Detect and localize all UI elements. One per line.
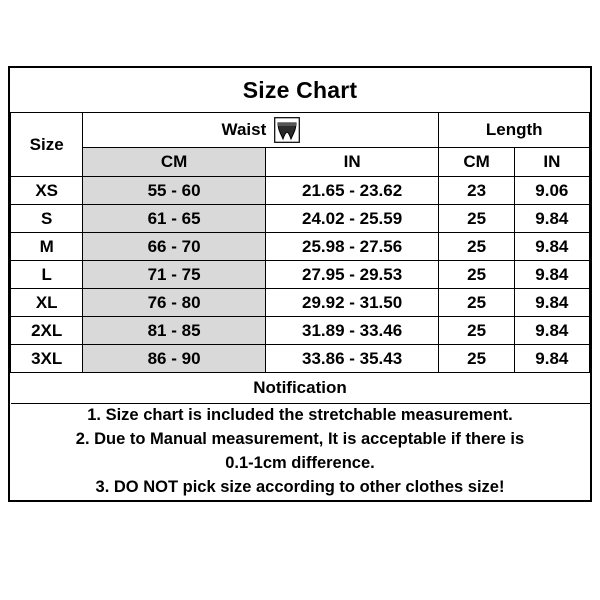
cell-waist-cm: 81 - 85 bbox=[83, 317, 265, 345]
header-length: Length bbox=[439, 113, 590, 148]
table-row bbox=[11, 289, 590, 317]
cell-size: S bbox=[11, 205, 83, 233]
cell-waist-in: 25.98 - 27.56 bbox=[265, 233, 439, 261]
cell-length-cm: 23 bbox=[439, 177, 514, 205]
size-chart-table bbox=[10, 68, 590, 500]
subheader-length-cm: CM bbox=[439, 148, 514, 177]
cell-length-in: 9.84 bbox=[514, 345, 589, 373]
cell-size: XL bbox=[11, 289, 83, 317]
cell-length-cm: 25 bbox=[439, 289, 514, 317]
cell-length-cm: 25 bbox=[439, 205, 514, 233]
table-row bbox=[11, 205, 590, 233]
table-row bbox=[11, 233, 590, 261]
table-header-row bbox=[11, 113, 590, 148]
size-chart-container bbox=[8, 66, 592, 502]
cell-length-cm: 25 bbox=[439, 317, 514, 345]
notification-notes bbox=[11, 404, 590, 500]
cell-length-in: 9.84 bbox=[514, 233, 589, 261]
notification-heading-row bbox=[11, 373, 590, 404]
header-size: Size bbox=[11, 113, 83, 177]
table-subheader-row bbox=[11, 148, 590, 177]
underwear-icon bbox=[274, 117, 300, 143]
cell-waist-in: 27.95 - 29.53 bbox=[265, 261, 439, 289]
header-waist-label: Waist bbox=[221, 120, 267, 139]
cell-waist-in: 21.65 - 23.62 bbox=[265, 177, 439, 205]
cell-waist-cm: 61 - 65 bbox=[83, 205, 265, 233]
cell-waist-in: 29.92 - 31.50 bbox=[265, 289, 439, 317]
cell-length-cm: 25 bbox=[439, 233, 514, 261]
note-3: 3. DO NOT pick size according to other clothes size! bbox=[95, 477, 505, 496]
cell-size: L bbox=[11, 261, 83, 289]
note-1: 1. Size chart is included the stretchable measurement. bbox=[87, 406, 513, 424]
cell-length-in: 9.06 bbox=[514, 177, 589, 205]
cell-waist-in: 24.02 - 25.59 bbox=[265, 205, 439, 233]
cell-length-cm: 25 bbox=[439, 345, 514, 373]
cell-waist-cm: 55 - 60 bbox=[83, 177, 265, 205]
cell-length-in: 9.84 bbox=[514, 289, 589, 317]
cell-length-cm: 25 bbox=[439, 261, 514, 289]
cell-size: M bbox=[11, 233, 83, 261]
note-2-continued: 0.1-1cm difference. bbox=[225, 453, 375, 472]
table-row bbox=[11, 177, 590, 205]
cell-waist-in: 31.89 - 33.46 bbox=[265, 317, 439, 345]
page-title: Size Chart bbox=[11, 68, 590, 113]
cell-length-in: 9.84 bbox=[514, 317, 589, 345]
cell-size: XS bbox=[11, 177, 83, 205]
cell-size: 3XL bbox=[11, 345, 83, 373]
note-2: 2. Due to Manual measurement, It is acceptable if there is bbox=[75, 429, 525, 448]
subheader-waist-in: IN bbox=[265, 148, 439, 177]
cell-waist-cm: 86 - 90 bbox=[83, 345, 265, 373]
cell-waist-in: 33.86 - 35.43 bbox=[265, 345, 439, 373]
notification-heading: Notification bbox=[11, 373, 590, 404]
cell-size: 2XL bbox=[11, 317, 83, 345]
subheader-length-in: IN bbox=[514, 148, 589, 177]
cell-waist-cm: 71 - 75 bbox=[83, 261, 265, 289]
cell-length-in: 9.84 bbox=[514, 205, 589, 233]
cell-waist-cm: 76 - 80 bbox=[83, 289, 265, 317]
notification-notes-row bbox=[11, 404, 590, 500]
cell-length-in: 9.84 bbox=[514, 261, 589, 289]
table-row bbox=[11, 345, 590, 373]
subheader-waist-cm: CM bbox=[83, 148, 265, 177]
table-row bbox=[11, 317, 590, 345]
header-waist bbox=[83, 113, 439, 148]
table-row bbox=[11, 261, 590, 289]
table-title-row bbox=[11, 68, 590, 113]
cell-waist-cm: 66 - 70 bbox=[83, 233, 265, 261]
